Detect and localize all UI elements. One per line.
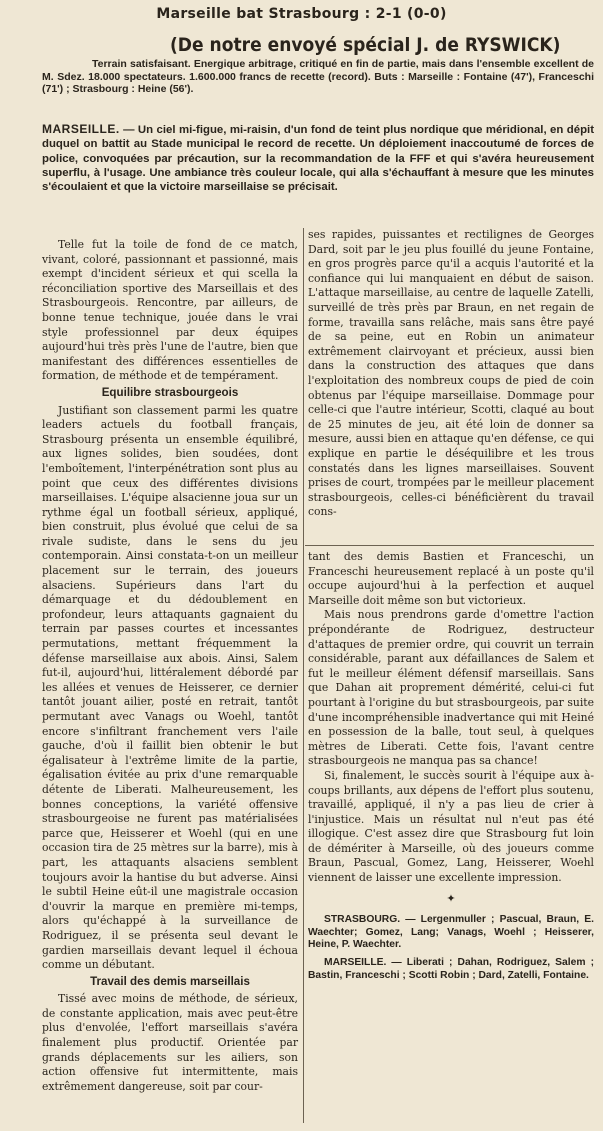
dateline: MARSEILLE. [42, 122, 120, 136]
column-divider [303, 228, 304, 1123]
subhead-equilibre: Equilibre strasbourgeois [101, 385, 239, 399]
team-lineups [308, 914, 594, 982]
lead-text: — Un ciel mi-figue, mi-raisin, d'un fond de teint plus nordique que méridional, en dépit duquel on battit au Stade municipal le record de recette. Un déploiement inaccoutumé de forces de police, convoquées par précaution, sur la recommandation de la FFF et qui s'avéra heureusement superflu, à l'usage. Une ambiance très couleur locale, qui alla s'échauffant à mesure que les minutes s'écoulaient et que la victoire marseillaise se précisait. [42, 124, 594, 194]
match-summary: Terrain satisfaisant. Energique arbitrage, critiqué en fin de partie, mais dans l'ensemble excellent de M. Sdez. 18.000 spectateurs. 1.600.000 francs de recette (record). Buts : Marseille : Fontaine (47'), Franceschi (71') ; Strasbourg : Heine (56'). [42, 58, 594, 96]
subhead-travail: Travail des demis marseillais [90, 974, 250, 988]
lead-paragraph [42, 122, 594, 194]
right-column-top [308, 228, 594, 520]
left-paragraph-1: Telle fut la toile de fond de ce match, vivant, coloré, passionnant et passionné, mais exempt d'incident sérieux et qui scella la réconciliation sportive des Marseillais et des Strasbourgeois. Rencontre, par ailleurs, de bonne tenue technique, jouée dans le vrai style professionnel par deux équipes aujourd'hui très près l'une de l'autre, bien que manifestant des différences essentielles de formation, de méthode et de tempérament. [42, 238, 298, 383]
right-paragraph-3: Mais nous prendrons garde d'omettre l'action prépondérante de Rodriguez, destructeur d'attaques de premier ordre, qui couvrit un terrain considérable, parant aux défaillances de Salem et fut le meilleur élément défensif marseillais. Sans que Dahan ait proprement démérité, celui-ci fut pourtant à l'origine du but strasbourgeois, par suite d'une incompréhensible inadvertance qui mit Heiné en possession de la balle, tout seul, à quelques mètres de Liberati. Cette fois, l'avant centre strasbourgeois ne manqua pas sa chance! [308, 608, 594, 768]
right-paragraph-4: Si, finalement, le succès sourit à l'équipe aux à-coups brillants, aux dépens de l'effort plus soutenu, travaillé, appliqué, il n'y a pas lieu de crier à l'injustice. Mais un résultat nul n'eut pas été illogique. C'est assez dire que Strasbourg fut loin de démériter à Marseille, où des joueurs comme Braun, Pascual, Gomez, Lang, Heisserer, Woehl viennent de laisser une excellente impression. [308, 768, 594, 885]
left-paragraph-3: Tissé avec moins de méthode, de sérieux, de constante application, mais avec peut-être plus d'envolée, l'effort marseillais s'avéra finalement plus productif. Orientée par grands déplacements sur les ailiers, son action offensive fut intermittente, mais extrêmement dangereuse, soit par cour- [42, 992, 298, 1093]
lineup-strasbourg: STRASBOURG. — Lergenmuller ; Pascual, Braun, E. Waechter; Gomez, Lang; Vanags, Woehl ; Heisserer, Heine, P. Waechter. [308, 914, 594, 951]
lineup-marseille: MARSEILLE. — Liberati ; Dahan, Rodriguez, Salem ; Bastin, Franceschi ; Scotti Robin ; Dard, Zatelli, Fontaine. [308, 957, 594, 981]
right-column-bottom [308, 550, 594, 988]
column-break-rule [305, 545, 594, 546]
left-column [42, 238, 298, 1094]
separator-ornament: ✦ [446, 891, 456, 905]
right-paragraph-2: tant des demis Bastien et Franceschi, un Franceschi heureusement replacé à un poste qu'il occupe aujourd'hui à la perfection et auquel Marseille doit même son but victorieux. [308, 550, 594, 607]
byline-headline: (De notre envoyé spécial J. de RYSWICK) [170, 34, 561, 56]
kicker-title: Marseille bat Strasbourg : 2-1 (0-0) [156, 6, 447, 22]
left-paragraph-2: Justifiant son classement parmi les quatre leaders actuels du football français, Strasbourg présenta un ensemble équilibré, aux lignes solides, bien soudées, dont l'emboîtement, l'interpénétration sont plus au point que ceux des différentes divisions marseillaises. L'équipe alsacienne joua sur un rythme égal un football sérieux, appliqué, bien construit, plus évolué que celui de sa rivale sudiste, dans le sens du jeu contemporain. Ainsi constata-t-on un meilleur placement sur le terrain, des joueurs alsaciens. Supérieurs dans l'art du démarquage et du dédoublement en profondeur, leurs attaquants gagnaient du terrain par passes courtes et incessantes permutations, mettant fréquemment la défense marseillaise aux abois. Ainsi, Salem fut-il, aujourd'hui, littéralement débordé par les allées et venues de Heisserer, ce dernier tantôt jouant ailier, posté en retrait, tantôt permutant avec Vanags ou Woehl, tantôt encore s'infiltrant franchement vers l'aile gauche, d'où il faillit bien obtenir le but égalisateur à l'extrême limite de la partie, égalisation évitée au prix d'une remarquable détente de Liberati. Malheureusement, les bonnes conceptions, la variété offensive strasbourgeoise ne furent pas matérialisées parce que, Heisserer et Woehl (qui en une occasion tira de 25 mètres sur la barre), mis à part, les attaquants alsaciens semblent toujours avoir la hantise du but adverse. Ainsi le subtil Heine eût-il une magistrale occasion d'ouvrir la marque en première mi-temps, alors qu'échappé à la surveillance de Rodriguez, il se présenta seul devant le gardien marseillais devant lequel il échoua comme un débutant. [42, 403, 298, 972]
right-paragraph-1: ses rapides, puissantes et rectilignes de Georges Dard, soit par le jeu plus fouillé du jeune Fontaine, en gros progrès parce qu'il a acquis l'autorité et la confiance qui lui manquaient en début de saison. L'attaque marseillaise, au centre de laquelle Zatelli, surveillé de très près par Braun, en net regain de forme, travailla sans relâche, mais sans être payé de sa peine, eut en Robin un animateur extrêmement clairvoyant et précieux, aussi bien dans la construction des attaques que dans l'exploitation des nombreux coups de pied de coin obtenus par l'équipe marseillaise. Dommage pour celle-ci que l'autre intérieur, Scotti, claqué au bout de 25 minutes de jeu, ait été loin de donner sa mesure, aussi bien en attaque qu'en défense, ce qui explique en partie le déséquilibre et les trous constatés dans les lignes marseillaises. Souvent prises de court, trompées par le meilleur placement strasbourgeois, celles-ci bénéficièrent du travail cons- [308, 228, 594, 519]
